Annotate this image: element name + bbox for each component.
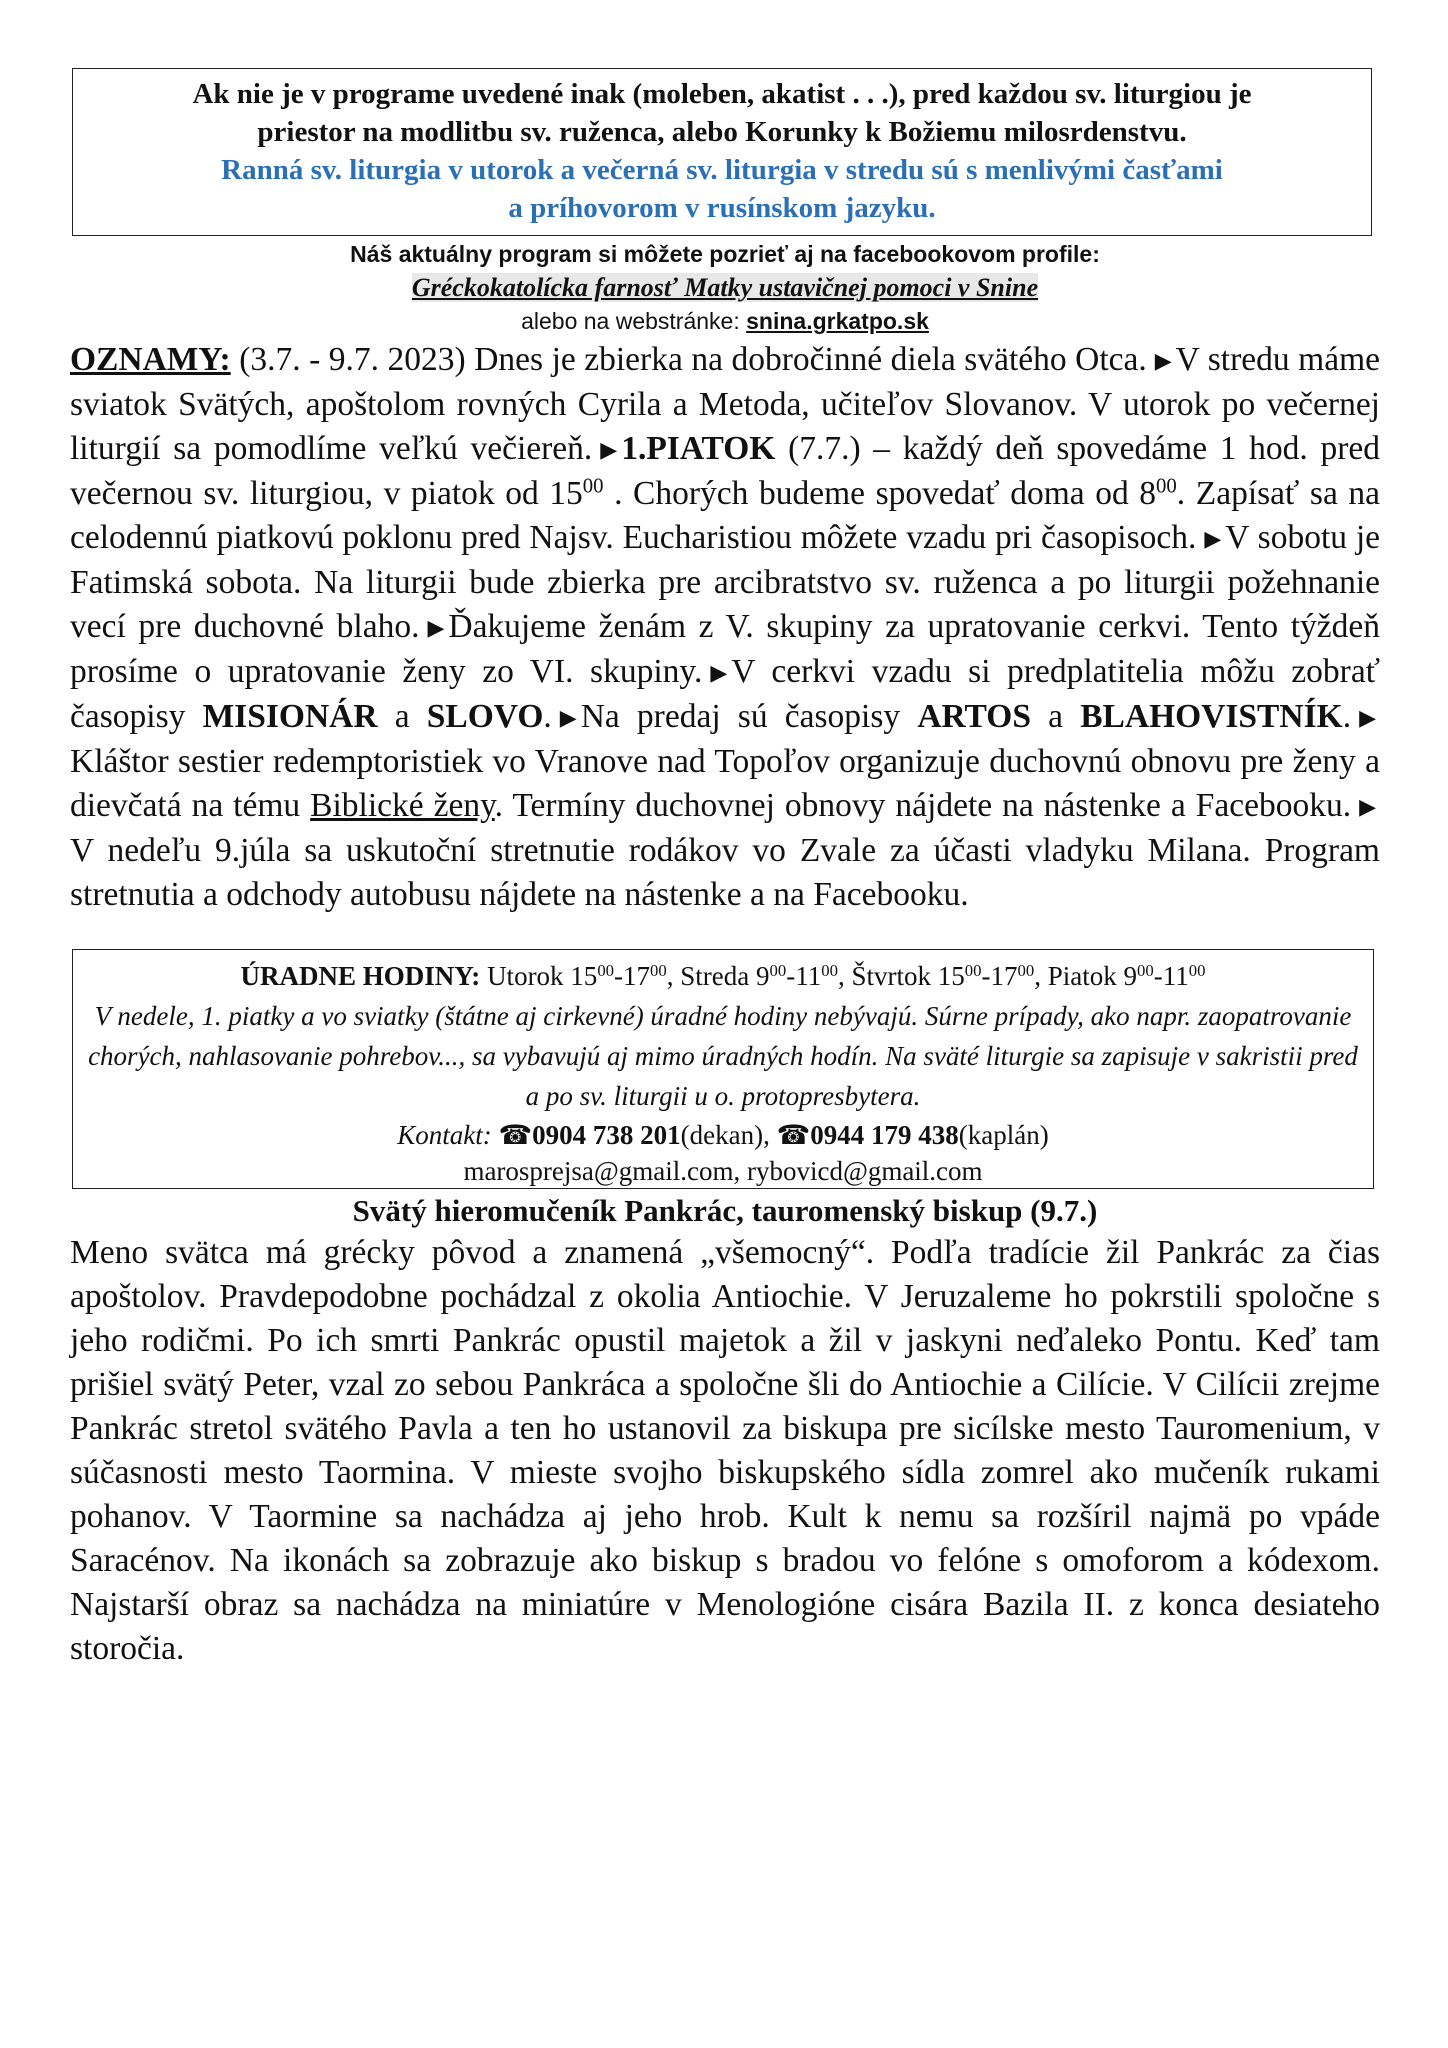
- facebook-intro: Náš aktuálny program si môžete pozrieť aj na facebookovom profile:: [350, 241, 1100, 267]
- bulletin-page: [70, 68, 1380, 1671]
- web-link[interactable]: snina.grkatpo.sk: [746, 308, 929, 334]
- liturgy-notice-box: [72, 68, 1372, 236]
- office-day-thursday: , Štvrtok 15: [837, 961, 965, 991]
- announcement-3b: . Chorých budeme spovedať doma od 8: [603, 475, 1157, 512]
- announcements-label: OZNAMY:: [70, 341, 231, 378]
- phone-dekan[interactable]: 0904 738 201: [532, 1120, 681, 1150]
- office-hours-row: [83, 956, 1363, 996]
- telephone-icon: ☎: [498, 1120, 533, 1150]
- announcement-9: V nedeľu 9.júla sa uskutoční stretnutie rodákov vo Zvale za účasti vladyku Milana. Program stretnutia a odchody autobusu nájdete na nástenke a na Facebooku.: [70, 832, 1380, 913]
- announcement-3a: (7.7.) – každý deň spovedáme 1 hod. pred večernou sv. liturgiou, v piatok od 15: [70, 430, 1380, 512]
- superscript: 00: [821, 960, 838, 980]
- notice-line-1: Ak nie je v programe uvedené inak (moleben, akatist . . .), pred každou sv. liturgiou je: [192, 78, 1252, 110]
- phone-kaplan[interactable]: 0944 179 438: [810, 1120, 959, 1150]
- office-hours-box: [72, 949, 1374, 1189]
- office-day-tuesday: Utorok 15: [480, 961, 598, 991]
- period: .: [1342, 698, 1352, 735]
- announcement-1: (3.7. - 9.7. 2023) Dnes je zbierka na dobročinné diela svätého Otca.: [230, 341, 1147, 378]
- notice-line-2: priestor na modlitbu sv. ruženca, alebo Korunky k Božiemu milosrdenstvu.: [257, 116, 1187, 148]
- magazine-misionar: MISIONÁR: [202, 698, 378, 735]
- first-friday-label: 1.PIATOK: [621, 430, 776, 467]
- triangle-right-icon: ▶: [559, 705, 577, 730]
- magazine-artos: ARTOS: [917, 698, 1031, 735]
- superscript: 00: [597, 960, 615, 980]
- saint-title: Svätý hieromučeník Pankrác, tauromenský biskup (9.7.): [352, 1193, 1098, 1228]
- triangle-right-icon: ▶: [1359, 794, 1376, 819]
- office-hours-label: ÚRADNE HODINY:: [240, 961, 481, 991]
- superscript: 00: [769, 960, 787, 980]
- time-dash: -17: [981, 961, 1018, 991]
- web-prefix: alebo na webstránke:: [521, 308, 747, 334]
- announcement-8a: Kláštor sestier redemptoristiek vo Vranove nad Topoľov organizuje duchovnú obnovu pre ženy a dievčatá na tému: [70, 743, 1380, 824]
- notice-line-3: Ranná sv. liturgia v utorok a večerná sv. liturgia v stredu sú s menlivými časťami: [221, 154, 1223, 186]
- retreat-topic: Biblické ženy: [310, 787, 495, 824]
- contact-row: [83, 1116, 1363, 1154]
- magazine-slovo: SLOVO: [426, 698, 544, 735]
- announcement-5: Ďakujeme ženám z V. skupiny za upratovanie cerkvi. Tento týždeň prosíme o upratovanie ženy zo VI. skupiny.: [70, 608, 1380, 690]
- triangle-right-icon: ▶: [1204, 526, 1222, 551]
- role-kaplan: (kaplán): [958, 1120, 1049, 1150]
- conjunction: a: [1030, 698, 1081, 735]
- magazine-blahovistnik: BLAHOVISTNÍK: [1080, 698, 1343, 735]
- contact-emails[interactable]: marosprejsa@gmail.com, rybovicd@gmail.com: [463, 1156, 983, 1186]
- superscript: 00: [582, 474, 604, 498]
- office-hours-note: V nedele, 1. piatky a vo sviatky (štátne aj cirkevné) úradné hodiny nebývajú. Súrne prípady, ako napr. zaopatrovanie chorých, nahlasovanie pohrebov..., sa vybavujú aj mimo úradných hodín. Na sväté liturgie sa zapisuje v sakristii pred a po sv. liturgii u o. protopresbytera.: [88, 1001, 1358, 1111]
- time-dash: -11: [1153, 961, 1189, 991]
- superscript: 00: [1156, 474, 1177, 498]
- triangle-right-icon: ▶: [710, 660, 728, 685]
- announcement-2: V stredu máme sviatok Svätých, apoštolom rovných Cyrila a Metoda, učiteľov Slovanov. V utorok po večernej liturgií sa pomodlíme veľkú večiereň.: [70, 341, 1381, 467]
- saint-text: Meno svätca má grécky pôvod a znamená „všemocný“. Podľa tradície žil Pankrác za čias apoštolov. Pravdepodobne pochádzal z okolia Antiochie. V Jeruzaleme ho pokrstili spoločne s jeho rodičmi. Po ich smrti Pankrác opustil majetok a žil v jaskyni neďaleko Pontu. Keď tam prišiel svätý Peter, vzal zo sebou Pankráca a spoločne šli do Antiochie a Cilície. V Cilícii zrejme Pankrác stretol svätého Pavla a ten ho ustanovil za biskupa pre sicílske mesto Tauromenium, v súčasnosti mesto Taormina. V mieste svojho biskupského sídla zomrel ako mučeník rukami pohanov. V Taormine sa nachádza aj jeho hrob. Kult k nemu sa rozšíril najmä po vpáde Saracénov. Na ikonách sa zobrazuje ako biskup s bradou vo felóne s omoforom a kódexom. Najstarší obraz sa nachádza na miniatúre v Menologióne cisára Bazila II. z konca desiateho storočia.: [70, 1234, 1380, 1667]
- time-dash: -11: [786, 961, 822, 991]
- office-day-wednesday: , Streda 9: [666, 961, 770, 991]
- superscript: 00: [964, 960, 982, 980]
- triangle-right-icon: ▶: [600, 437, 618, 462]
- announcement-3c: . Zapísať sa na celodennú piatkovú poklonu pred Najsv. Eucharistiou môžete vzadu pri časopisoch.: [70, 475, 1380, 556]
- superscript: 00: [650, 960, 667, 980]
- announcement-7: Na predaj sú časopisy: [580, 698, 918, 735]
- announcements: [70, 338, 1380, 917]
- role-dekan: (dekan),: [680, 1120, 777, 1150]
- announcement-8b: . Termíny duchovnej obnovy nájdete na nástenke a Facebooku.: [494, 787, 1352, 824]
- notice-line-4: a príhovorom v rusínskom jazyku.: [508, 192, 936, 224]
- triangle-right-icon: ▶: [427, 615, 445, 640]
- triangle-right-icon: ▶: [1359, 705, 1376, 730]
- contact-label: Kontakt:: [397, 1120, 499, 1150]
- time-dash: -17: [614, 961, 651, 991]
- telephone-icon: ☎: [776, 1120, 811, 1150]
- period: .: [543, 698, 552, 735]
- office-day-friday: , Piatok 9: [1034, 961, 1137, 991]
- announcement-4: V sobotu je Fatimská sobota. Na liturgii bude zbierka pre arcibratstvo sv. ruženca a po liturgii požehnanie vecí pre duchovné blaho.: [70, 519, 1381, 645]
- superscript: 00: [1017, 960, 1035, 980]
- superscript: 00: [1188, 960, 1206, 980]
- conjunction: a: [377, 698, 427, 735]
- facebook-info: [70, 238, 1380, 338]
- announcement-6: V cerkvi vzadu si predplatitelia môžu zobrať časopisy: [70, 653, 1381, 735]
- facebook-profile-link[interactable]: Gréckokatolícka farnosť Matky ustavičnej pomoci v Snine: [411, 273, 1039, 302]
- superscript: 00: [1136, 960, 1154, 980]
- triangle-right-icon: ▶: [1154, 348, 1172, 373]
